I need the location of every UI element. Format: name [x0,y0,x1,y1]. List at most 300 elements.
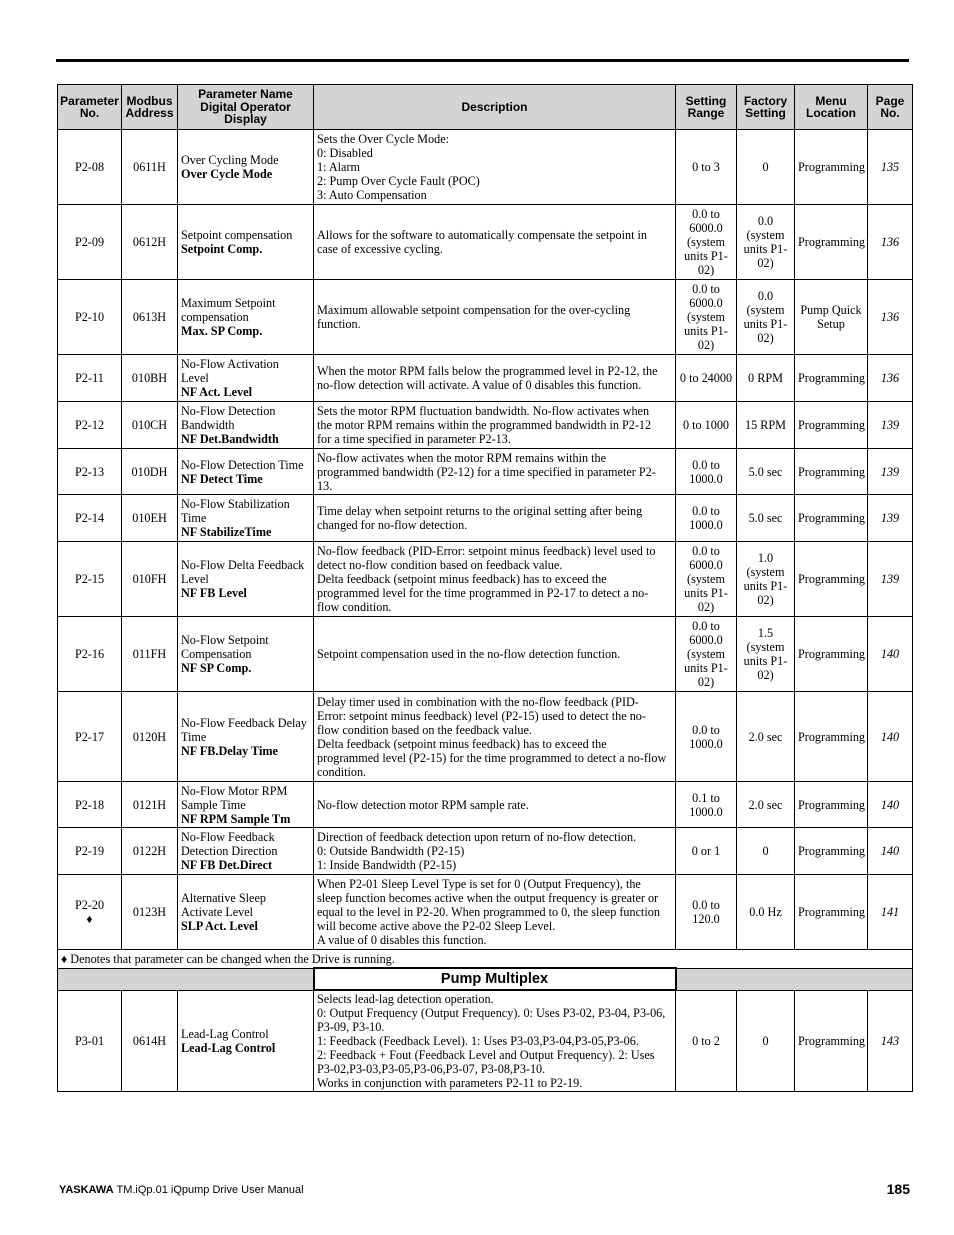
text-line: units P1- [743,317,788,331]
text-line: No-Flow Detection [181,404,276,418]
param-number-text: P2-19 [74,844,105,858]
text-line: 6000.0 [689,296,723,310]
text-line: 0.0 to [692,457,720,472]
param-number-text: P2-09 [74,235,105,249]
param-number-text: P2-18 [74,797,105,812]
text-line: When the motor RPM falls below the programmed level in P2-12, the [317,364,658,378]
factory-setting [737,130,795,205]
menu-location [795,355,868,402]
text-line: (system [687,310,725,324]
text-line: condition. [317,764,367,779]
text-line: 0.0 to [692,282,720,296]
text-line: 0: Outside Bandwidth (P2-15) [317,844,465,858]
text-line: 0.0 Hz [749,905,782,919]
text-line: 6000.0 [689,558,723,572]
operator-display: Max. SP Comp. [181,324,263,338]
text-line: Programming [798,160,866,174]
setting-range [676,280,737,355]
factory-setting [737,495,795,542]
text-line: No-Flow Detection Time [181,457,304,472]
factory-setting [737,828,795,875]
text-line: 1000.0 [689,518,723,532]
text-line: 02) [697,600,715,614]
text-line: 1: Feedback (Feedback Level). 1: Uses P3-03,P3-04,P3-05,P3-06. [317,1034,639,1048]
text-line: Programming [798,729,866,744]
table-row [58,875,913,950]
text-line: 02) [757,593,774,607]
text-line: Programming [798,1033,866,1048]
operator-display: Setpoint Comp. [181,242,263,256]
note-running: ♦ Denotes that parameter can be changed when the Drive is running. [58,950,913,969]
menu-location [795,130,868,205]
param-number [58,542,122,617]
param-number-text: P2-17 [74,729,105,744]
text-line: the motor RPM remains within the programmed bandwidth in P2-12 [317,418,652,432]
text-line: 1000.0 [689,471,723,486]
text-line: Sets the motor RPM fluctuation bandwidth. No-flow activates when [317,404,650,418]
text-line: (system [687,235,725,249]
text-line: Programming [798,647,866,661]
menu-location [795,280,868,355]
page-ref: 136 [868,205,913,280]
text-line: No-Flow Feedback [181,830,275,844]
operator-display: NF SP Comp. [181,661,252,675]
footer-manual [59,1184,304,1196]
text-line: 0.0 to [692,619,720,633]
text-line: 02) [697,675,715,689]
factory-setting [737,402,795,449]
section-title: Pump Multiplex [314,968,676,990]
text-line: Programming [798,235,866,249]
text-line: When P2-01 Sleep Level Type is set for 0 (Output Frequency), the [317,877,641,891]
text-line: 0.0 to [692,722,720,737]
param-number-text: P2-20 [74,898,105,912]
text-line: No-Flow Setpoint [181,633,269,647]
param-name [178,617,314,692]
header-factory: Factory Setting [737,85,795,130]
param-number-text: P2-16 [74,647,105,661]
param-name [178,130,314,205]
text-line: Bandwidth [181,418,235,432]
text-line: 0 to 1000 [682,418,730,432]
text-line: compensation [181,310,249,324]
table-row [58,692,913,782]
menu-location [795,692,868,782]
text-line: Programming [798,371,866,385]
text-line: No-Flow Delta Feedback [181,558,305,572]
page-ref: 136 [868,355,913,402]
menu-location [795,495,868,542]
menu-location [795,828,868,875]
setting-range [676,205,737,280]
text-line: units P1- [743,579,788,593]
param-name [178,355,314,402]
operator-display: NF FB Level [181,586,247,600]
page-ref: 139 [868,495,913,542]
param-number-text: P2-14 [74,511,105,525]
param-number-text: P2-13 [74,464,105,479]
text-line: programmed level (P2-15) for the time programmed to detect a no-flow [317,750,667,765]
text-line: changed for no-flow detection. [317,518,468,532]
page-ref: 135 [868,130,913,205]
text-line: Activate Level [181,905,254,919]
param-name [178,495,314,542]
page-ref: 141 [868,875,913,950]
text-line: case of excessive cycling. [317,242,443,256]
page-ref: 139 [868,542,913,617]
factory-setting [737,990,795,1092]
param-name [178,542,314,617]
footer-manual-title: TM.iQp.01 iQpump Drive User Manual [116,1184,304,1196]
text-line: 0 [762,1033,769,1048]
modbus-address: 010CH [122,402,178,449]
text-line: Programming [798,797,866,812]
text-line: Alternative Sleep [181,891,266,905]
table-row [58,495,913,542]
setting-range [676,495,737,542]
page-ref: 140 [868,692,913,782]
factory-setting [737,355,795,402]
note-row [58,950,913,969]
param-name [178,828,314,875]
text-line: 1000.0 [689,736,723,751]
text-line: 02) [757,668,774,682]
text-line: equal to the level in P2-20. When programmed to 0, the sleep function [317,905,660,919]
header-menu: Menu Location [795,85,868,130]
setting-range [676,449,737,495]
setting-range [676,130,737,205]
text-line: 0 [762,844,769,858]
operator-display: NF Detect Time [181,471,263,486]
modbus-address: 0123H [122,875,178,950]
param-name [178,402,314,449]
text-line: 0.1 to [692,790,720,805]
text-line: 0.0 to [692,504,720,518]
text-line: 3: Auto Compensation [317,188,427,202]
param-name [178,990,314,1092]
page-ref: 136 [868,280,913,355]
description [314,692,676,782]
description [314,828,676,875]
text-line: 0 to 2 [692,1033,720,1048]
modbus-address: 011FH [122,617,178,692]
header-name: Parameter Name Digital Operator Display [178,85,314,130]
text-line: 6000.0 [689,221,723,235]
description [314,495,676,542]
param-name [178,449,314,495]
text-line: (system [746,640,785,654]
param-number [58,617,122,692]
text-line: 1: Inside Bandwidth (P2-15) [317,858,457,872]
param-number [58,990,122,1092]
text-line: 02) [757,256,774,270]
text-line: Maximum allowable setpoint compensation for the over-cycling [317,303,631,317]
param-number-text: P2-12 [74,418,105,432]
operator-display: Over Cycle Mode [181,167,273,181]
param-name [178,875,314,950]
modbus-address: 010EH [122,495,178,542]
text-line: Detection Direction [181,844,278,858]
description [314,782,676,828]
text-line: Level [181,371,209,385]
table-row [58,542,913,617]
text-line: Over Cycling Mode [181,153,279,167]
description [314,130,676,205]
menu-location [795,449,868,495]
text-line: sleep function becomes active when the output frequency is greater or [317,891,659,905]
param-name [178,205,314,280]
table-row [58,280,913,355]
operator-display: NF RPM Sample Tm [181,811,291,826]
text-line: No-Flow Feedback Delay [181,715,307,730]
table-row [58,205,913,280]
table-row [58,355,913,402]
factory-setting [737,280,795,355]
description [314,449,676,495]
text-line: 0 to 3 [692,160,720,174]
description [314,542,676,617]
text-line: Delta feedback (setpoint minus feedback) has to exceed the [317,572,607,586]
operator-display: NF Act. Level [181,385,252,399]
text-line: units P1- [684,661,728,675]
text-line: Lead-Lag Control [181,1026,269,1041]
text-line: No-Flow Stabilization [181,497,290,511]
text-line: 2: Pump Over Cycle Fault (POC) [317,174,480,188]
text-line: (system [746,228,785,242]
section-spacer-left [58,968,314,990]
text-line: 02) [697,338,715,352]
text-line: No-flow feedback (PID-Error: setpoint minus feedback) level used to [317,544,656,558]
text-line: 0 [762,160,769,174]
text-line: programmed level for the time programmed in P2-17 to detect a no- [317,586,649,600]
setting-range [676,617,737,692]
text-line: 120.0 [692,912,720,926]
param-number [58,875,122,950]
top-rule [56,59,909,62]
operator-display: NF FB Det.Direct [181,858,273,872]
text-line: Works in conjunction with parameters P2-11 to P2-19. [317,1076,583,1090]
table-row [58,130,913,205]
text-line: 2.0 sec [748,729,783,744]
text-line: function. [317,317,361,331]
text-line: 2.0 sec [748,797,783,812]
modbus-address: 010DH [122,449,178,495]
param-number-text: P3-01 [74,1033,105,1048]
text-line: 0.0 to [692,898,720,912]
setting-range [676,782,737,828]
param-number [58,782,122,828]
text-line: 1000.0 [689,804,723,819]
page-ref: 140 [868,828,913,875]
text-line: 0 or 1 [691,844,721,858]
text-line: P3-09, P3-10. [317,1020,385,1034]
header-setting-range: Setting Range [676,85,737,130]
text-line: 6000.0 [689,633,723,647]
text-line: No-flow activates when the motor RPM remains within the [317,450,607,465]
running-change-mark: ♦ [86,912,93,926]
param-number [58,280,122,355]
text-line: Time delay when setpoint returns to the original setting after being [317,504,643,518]
text-line: No-Flow Motor RPM [181,783,288,798]
text-line: P3-02,P3-03,P3-05,P3-06,P3-07, P3-08,P3-10. [317,1062,546,1076]
text-line: units P1- [684,324,728,338]
menu-location [795,782,868,828]
description [314,205,676,280]
text-line: 15 RPM [745,418,786,432]
text-line: 1: Alarm [317,160,360,174]
text-line: units P1- [684,249,728,263]
text-line: Programming [798,844,866,858]
section-row [58,968,913,990]
page-ref: 139 [868,449,913,495]
modbus-address: 0612H [122,205,178,280]
modbus-address: 0122H [122,828,178,875]
table-row [58,782,913,828]
text-line: (system [746,565,785,579]
param-number-text: P2-10 [74,310,105,324]
table-row [58,449,913,495]
operator-display: NF Det.Bandwidth [181,432,279,446]
text-line: (system [687,647,725,661]
header-description: Description [314,85,676,130]
text-line: 0.0 to [692,207,720,221]
table-row [58,617,913,692]
text-line: Programming [798,464,866,479]
text-line: Time [181,729,207,744]
text-line: No-flow detection motor RPM sample rate. [317,797,529,812]
text-line: (system [687,572,725,586]
modbus-address: 0613H [122,280,178,355]
page-ref: 140 [868,617,913,692]
text-line: units P1- [743,654,788,668]
text-line: 5.0 sec [748,464,783,479]
text-line: units P1- [684,586,728,600]
operator-display: NF FB.Delay Time [181,743,278,758]
page-ref: 143 [868,990,913,1092]
text-line: flow condition. [317,600,392,614]
menu-location [795,875,868,950]
text-line: 02) [697,263,715,277]
param-number [58,495,122,542]
operator-display: NF StabilizeTime [181,525,272,539]
text-line: no-flow detection will activate. A value of 0 disables this function. [317,378,642,392]
text-line: Pump Quick [800,303,862,317]
text-line: 0.0 [757,214,774,228]
description [314,280,676,355]
menu-location [795,990,868,1092]
text-line: 0.0 to [692,544,720,558]
text-line: 0.0 [757,289,774,303]
param-number-text: P2-15 [74,572,105,586]
text-line: Delay timer used in combination with the no-flow feedback (PID- [317,694,639,709]
text-line: Allows for the software to automatically compensate the setpoint in [317,228,647,242]
description [314,875,676,950]
param-number [58,130,122,205]
description [314,355,676,402]
text-line: Maximum Setpoint [181,296,276,310]
modbus-address: 010FH [122,542,178,617]
setting-range [676,875,737,950]
footer-brand: YASKAWA [59,1184,114,1196]
text-line: 0 to 24000 [679,371,733,385]
text-line: 13. [317,478,333,493]
text-line: 5.0 sec [748,511,783,525]
header-param-no: Parameter No. [58,85,122,130]
param-number [58,205,122,280]
factory-setting [737,542,795,617]
text-line: Programming [798,511,866,525]
text-line: will become active above the P2-02 Sleep Level. [317,919,556,933]
description [314,402,676,449]
param-name [178,692,314,782]
menu-location [795,617,868,692]
modbus-address: 0614H [122,990,178,1092]
text-line: Selects lead-lag detection operation. [317,992,494,1006]
text-line: 1.0 [757,551,774,565]
setting-range [676,402,737,449]
text-line: 0 RPM [748,371,783,385]
modbus-address: 0121H [122,782,178,828]
description [314,617,676,692]
setting-range [676,542,737,617]
operator-display: Lead-Lag Control [181,1040,276,1055]
text-line: (system [746,303,785,317]
table-row [58,990,913,1092]
text-line: A value of 0 disables this function. [317,933,487,947]
setting-range [676,990,737,1092]
description [314,990,676,1092]
text-line: Sets the Over Cycle Mode: [317,132,450,146]
param-number [58,402,122,449]
text-line: Level [181,572,209,586]
factory-setting [737,875,795,950]
text-line: Direction of feedback detection upon return of no-flow detection. [317,830,637,844]
text-line: Compensation [181,647,252,661]
text-line: units P1- [743,242,788,256]
text-line: Time [181,511,207,525]
menu-location [795,205,868,280]
menu-location [795,402,868,449]
setting-range [676,692,737,782]
text-line: Programming [798,905,866,919]
param-number-text: P2-11 [75,371,104,385]
param-number [58,828,122,875]
menu-location [795,542,868,617]
text-line: 2: Feedback + Fout (Feedback Level and Output Frequency). 2: Uses [317,1048,655,1062]
text-line: Setup [817,317,845,331]
table-row [58,828,913,875]
text-line: Programming [798,418,866,432]
text-line: Setpoint compensation [181,228,293,242]
page-ref: 139 [868,402,913,449]
param-number [58,449,122,495]
modbus-address: 0120H [122,692,178,782]
page-ref: 140 [868,782,913,828]
param-name [178,782,314,828]
factory-setting [737,617,795,692]
param-number [58,692,122,782]
section-spacer-right [676,968,913,990]
text-line: Delta feedback (setpoint minus feedback) has to exceed the [317,736,607,751]
text-line: No-Flow Activation [181,357,279,371]
factory-setting [737,692,795,782]
text-line: 0: Output Frequency (Output Frequency). 0: Uses P3-02, P3-04, P3-06, [317,1006,666,1020]
setting-range [676,828,737,875]
text-line: 0: Disabled [317,146,373,160]
text-line: detect no-flow condition based on feedback value. [317,558,563,572]
text-line: 02) [757,331,774,345]
modbus-address: 0611H [122,130,178,205]
